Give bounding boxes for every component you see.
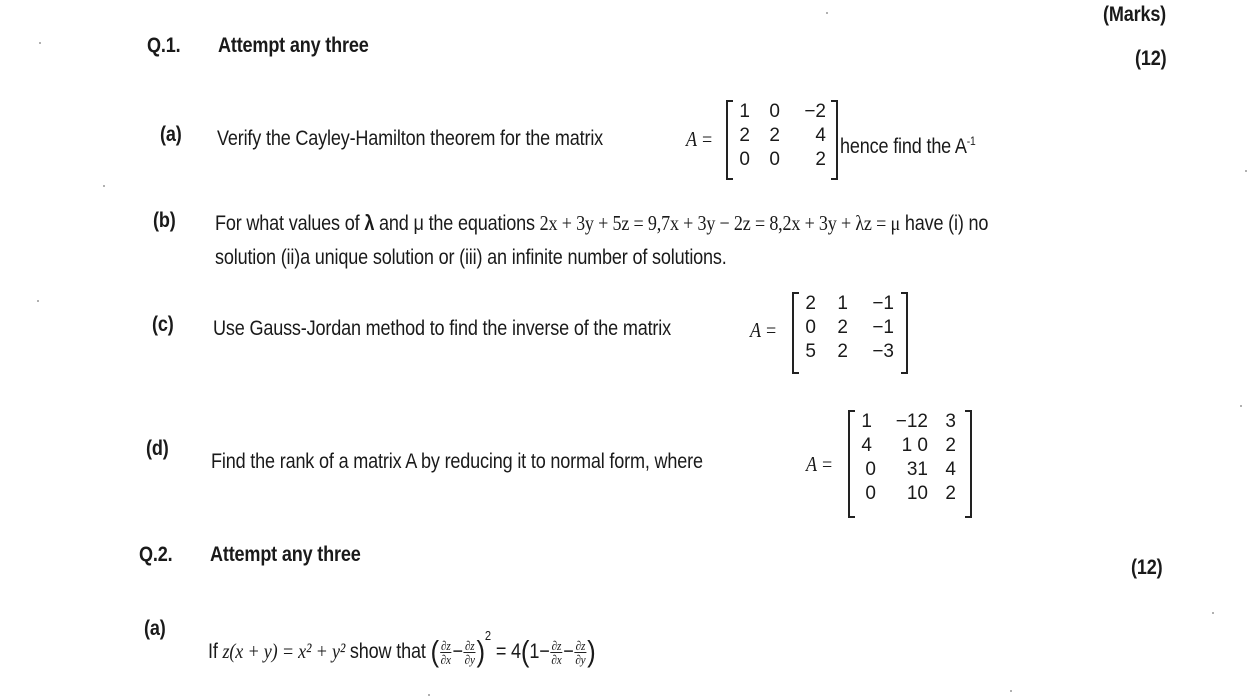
q2-marks: (12) — [1131, 556, 1163, 579]
matrix-row — [856, 482, 964, 506]
matrix-cell: −1 — [872, 317, 894, 338]
matrix-cell: 2 — [769, 125, 780, 146]
matrix-cell: 31 — [906, 459, 928, 480]
matrix-cell: 2 — [945, 435, 956, 456]
fraction: $\frac{\partial z}{\partial x}$ — [440, 637, 451, 667]
marks-heading: (Marks) — [1103, 3, 1167, 26]
matrix-cell: 1 0 — [901, 435, 928, 456]
q2a-show: show that — [349, 640, 426, 663]
matrix-row — [734, 100, 830, 124]
matrix-cell: 2 — [837, 317, 848, 338]
matrix-cell: −1 — [872, 293, 894, 314]
matrix-row — [734, 148, 830, 172]
matrix-row — [800, 316, 900, 340]
q2a-label: (a) — [144, 617, 166, 640]
fraction: $\frac{\partial z}{\partial y}$ — [575, 637, 586, 667]
matrix-cell: 5 — [805, 341, 816, 362]
q1a-suffix-text: hence find the A — [840, 135, 967, 158]
q1a-suffix — [840, 129, 976, 159]
q1a-text: Verify the Cayley-Hamilton theorem for the matrix — [217, 127, 604, 150]
q1d-label: (d) — [146, 437, 169, 460]
matrix-cell: −2 — [804, 101, 826, 122]
matrix-cell: 2 — [945, 483, 956, 504]
q1c-matrix — [792, 292, 908, 374]
matrix-cell: 2 — [837, 341, 848, 362]
q2a-statement — [208, 621, 596, 667]
scan-speck — [1010, 690, 1012, 692]
q1a-label: (a) — [160, 123, 182, 146]
matrix-row — [856, 458, 964, 482]
matrix-cell: 4 — [861, 435, 872, 456]
matrix-row — [734, 124, 830, 148]
square-exponent: 2 — [484, 628, 491, 643]
q1-marks: (12) — [1135, 47, 1167, 70]
q1b-suffix: have (i) no — [904, 212, 989, 235]
matrix-cell: 0 — [805, 317, 816, 338]
q1b-lambda: λ — [364, 212, 375, 235]
matrix-cell: 1 — [861, 411, 872, 432]
matrix-cell: 1 — [739, 101, 750, 122]
one: 1 — [529, 640, 540, 663]
q1c-lhs — [750, 318, 777, 343]
q1b-and: and μ the equations — [379, 212, 535, 235]
q2a-given: z(x + y) = x² + y² — [222, 639, 346, 663]
scan-speck — [428, 694, 430, 696]
q1d-matrix — [848, 410, 972, 518]
scan-speck — [39, 42, 41, 44]
q1c-label: (c) — [152, 313, 174, 336]
matrix-row — [856, 434, 964, 458]
matrix-row — [856, 410, 964, 434]
fraction: $\frac{\partial z}{\partial x}$ — [551, 637, 562, 667]
right-paren: ) — [476, 635, 485, 669]
scan-speck — [37, 300, 39, 302]
q1a-lhs-var: A = — [686, 127, 713, 151]
matrix-cell: 0 — [769, 149, 780, 170]
q2-instruction: Attempt any three — [210, 543, 361, 566]
matrix-cell: 0 — [769, 101, 780, 122]
q1d-lhs — [806, 452, 833, 477]
q1b-equations: 2x + 3y + 5z = 9,7x + 3y − 2z = 8,2x + 3y + λz = μ — [539, 211, 900, 235]
matrix-cell: 2 — [739, 125, 750, 146]
matrix-cell: 2 — [805, 293, 816, 314]
matrix-cell: 3 — [945, 411, 956, 432]
q1b-label: (b) — [153, 209, 176, 232]
matrix-cell: −3 — [872, 341, 894, 362]
matrix-cell: 0 — [739, 149, 750, 170]
scan-speck — [1212, 612, 1214, 614]
q1b-line2: solution (ii)a unique solution or (iii) an infinite number of solutions. — [215, 246, 727, 269]
q2a-prefix: If — [208, 640, 218, 663]
q1a-superscript: -1 — [966, 134, 976, 148]
q1b-line1 — [215, 211, 988, 236]
matrix-cell: 4 — [815, 125, 826, 146]
q1b-prefix: For what values of — [215, 212, 360, 235]
left-paren: ( — [430, 635, 439, 669]
minus-sign: − — [539, 640, 550, 663]
scan-speck — [826, 12, 828, 14]
q1c-lhs-var: A = — [750, 318, 777, 342]
q1d-lhs-var: A = — [806, 452, 833, 476]
scan-speck — [1240, 405, 1242, 407]
q1a-matrix — [726, 100, 838, 180]
matrix-cell: 1 — [837, 293, 848, 314]
scan-speck — [103, 185, 105, 187]
scan-speck — [1245, 170, 1247, 172]
minus-sign: − — [452, 640, 463, 663]
q1-instruction: Attempt any three — [218, 34, 369, 57]
q1a-lhs — [686, 127, 713, 152]
left-paren: ( — [520, 635, 530, 669]
equals-four: = 4 — [495, 640, 521, 663]
matrix-cell: −12 — [895, 411, 928, 432]
q2-number: Q.2. — [139, 543, 173, 566]
matrix-cell: 2 — [815, 149, 826, 170]
matrix-cell: 4 — [945, 459, 956, 480]
right-paren: ) — [587, 635, 596, 669]
fraction: $\frac{\partial z}{\partial y}$ — [464, 637, 475, 667]
matrix-cell: 0 — [865, 459, 876, 480]
matrix-row — [800, 340, 900, 364]
matrix-cell: 10 — [906, 483, 928, 504]
q1d-text: Find the rank of a matrix A by reducing it to normal form, where — [211, 450, 703, 473]
q1-number: Q.1. — [147, 34, 181, 57]
minus-sign: − — [563, 640, 574, 663]
q1c-text: Use Gauss-Jordan method to find the inverse of the matrix — [213, 317, 671, 340]
matrix-row — [800, 292, 900, 316]
matrix-cell: 0 — [865, 483, 876, 504]
